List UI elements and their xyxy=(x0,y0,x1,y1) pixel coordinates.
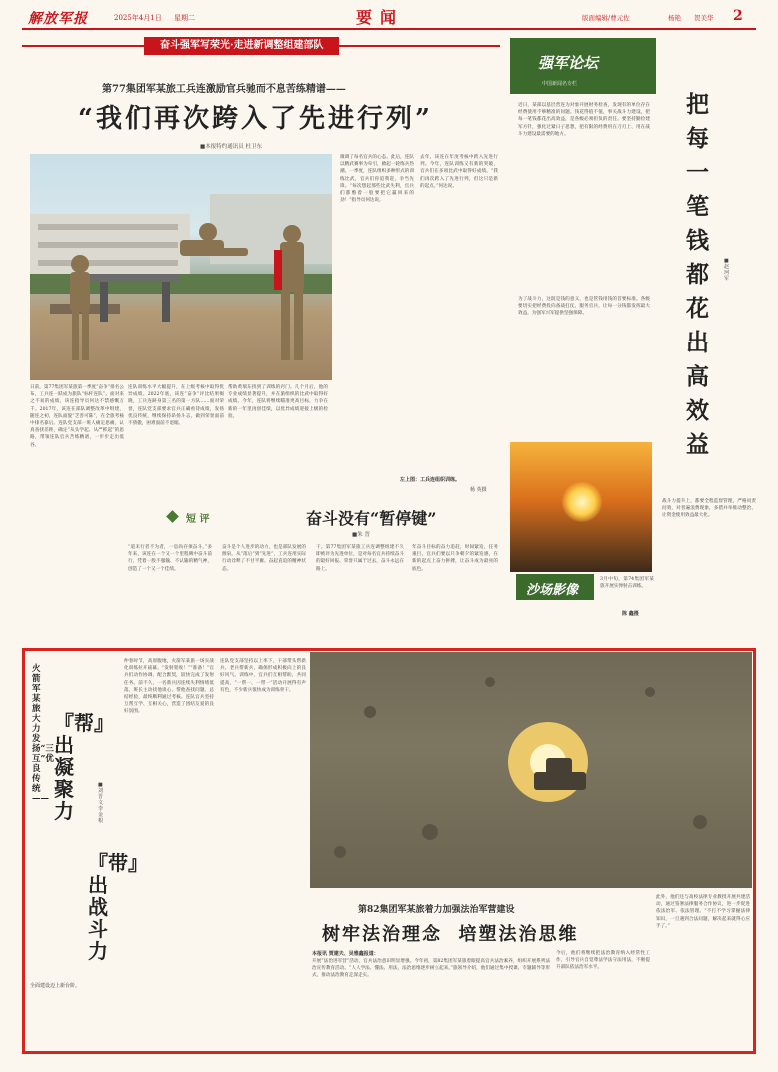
issue-weekday: 星期二 xyxy=(174,14,195,22)
forum-header xyxy=(510,38,656,94)
feature-article xyxy=(26,652,752,1050)
feature-headline-2: 『带』出战斗力 xyxy=(88,851,148,963)
comment-byline: ■朱 晋 xyxy=(352,532,370,538)
law-headline: 树牢法治理念 培塑法治思维 xyxy=(322,924,579,945)
lead-col-5: 去年，该连在年度考核中跨入先进行列。今年，连队训练又有新的突破，官兵们在多项比武中取得好成绩。“我们再次跨入了先进行列，但这只是新的起点。”何达说。 xyxy=(420,155,498,189)
feature-col-2: 连队党支部坚持以上率下，干部带头帮新兵、老兵帮新兵，确保形成积极向上的良好风气。训练中，官兵们互相帮助，共同提高，“一帮一、一带一”活动开展得有声有色，不少新兵很快成为训练骨干。 xyxy=(220,659,306,693)
training-photo xyxy=(30,154,332,380)
article-byline: ■本报特约通讯员 杜卫东 xyxy=(200,144,262,150)
sand-photo xyxy=(510,442,652,572)
banner-title: 奋斗强军写荣光·走进新调整组建部队 xyxy=(144,37,339,55)
comment-title: 奋斗没有“暂停键” xyxy=(306,509,437,528)
forum-subtitle: 中国新闻名专栏 xyxy=(542,81,578,87)
feature-bottom-note: 全面建设迈上新台阶。 xyxy=(30,983,81,989)
forum-tail: 战斗力提升上，都要全程监督管理，严格问责问效，对普遍浪费现象，多措并举推动整治，让资金使用效益最大化。 xyxy=(662,499,756,519)
top-banner xyxy=(22,35,500,57)
sand-caption: 3月中旬，第74集团军某旅开展实弹射击训练。 xyxy=(600,577,654,590)
editor-info: 版面编辑/曹元佐 xyxy=(582,14,630,22)
short-comment xyxy=(128,498,500,648)
tank-photo xyxy=(310,652,752,888)
lead-col-4: 微调了每名官兵的心态。此后，连队以精武赛事为牵引，掀起一轮练兵热潮。一季度，连队组织多种形式的训练比武，官兵们你追我赶，争当先锋。“每次想起那些比武失利，官兵们都憋着一股要把它赢回来的劲！”指导员何达说。 xyxy=(340,155,414,204)
law-body: 开展“法治进军营”活动，官兵法治意识明显增强。今年初，第82集团军某旅着眼提高官兵法治素养，组织开展系列法治宣传教育活动。“人人学法、懂法、用法，法治思维逐步树立起来。”旅领导介绍，他们通过集中授课、专题辅导等形式，推动法治教育走深走实。 xyxy=(312,959,550,979)
comment-col-1: “道未行者不为者，一息尚存须奋斗。”多年来，该连在一个又一个里程碑中奋斗前行，凭着一股不服输、不认输的精气神，创造了一个又一个佳绩。 xyxy=(128,545,212,572)
soldiers-illustration xyxy=(30,154,332,380)
feature-col-1: 仲春时节，高原腹地，火箭军某旅一场实战化训练拉开战幕。“发射架收！”“准备！”官兵们动作协调、配合默契，较快完成了发射任务。前不久，一名新兵因连续失利情绪低落，班长主动找他谈心，帮他查找问题、总结经验，最终顺利通过考核。连队官兵坚持互帮互学、互相关心，营造了团结友爱的良好氛围。 xyxy=(124,659,214,715)
comment-col-3: 干。第77集团军某旅工兵连调整组建不久即被评为先进单位，是对每名官兵持续奋斗的最好回报。荣誉只属于过去，奋斗永远在路上。 xyxy=(316,545,404,572)
forum-headline: 把每一笔钱都花出高效益 xyxy=(686,91,709,458)
law-body-2: 今后，他们将继续把法治教育纳入经常性工作，引导官兵自觉尊法学法守法用法，不断提升部队依法治军水平。 xyxy=(556,951,650,971)
forum-body: 近日，某部以基层营连为对象开展财务检查，发现有的单位存在经费使用不够精准的问题。钱花得值不值，事关战斗力建设。把每一笔钱都花出高效益，是各级必须担负的责任。要坚持勤俭建军方针，强化过紧日子思想，把有限的经费用在刀刃上、用在战斗力建设最需要的地方。 xyxy=(518,103,650,137)
sand-photo-box xyxy=(510,442,652,632)
forum-column xyxy=(510,38,756,638)
lead-col-3: 帮助黄瑞东找到了训练的窍门。几个月后，他的专业成绩显著提升，并在旅组织的比武中取得好成绩。今年，连队将继续瞄准更高目标，力争在新的一年里再创佳绩，以优异成绩迎接上级的检验。 xyxy=(228,385,328,419)
masthead-rule xyxy=(22,28,756,30)
feature-side-label: 火箭军某旅大力发扬“三互”优良传统—— xyxy=(32,664,54,804)
editor-name-1: 杨艳 xyxy=(668,14,681,22)
feature-col-3: 此外，他们还与高校法律专业教授开展共建活动，通过签署法律服务合作协议，进一步促进依法治军、依法管理。“不打不学习掌握法律知识，一旦遇到合法问题，解决起来就得心应手了。” xyxy=(656,895,750,929)
tank-illustration xyxy=(310,652,752,888)
flame-icon xyxy=(562,482,602,522)
issue-date: 2025年4月1日 xyxy=(114,14,162,22)
masthead xyxy=(0,0,778,34)
sand-brand xyxy=(516,574,594,600)
page-number: 2 xyxy=(733,8,743,24)
forum-brand: 强军论坛 xyxy=(538,54,599,72)
law-byline: 本报讯 贾建夫、吴雅鑫报道： xyxy=(312,951,379,957)
feature-headline-1: 『帮』出凝聚力 xyxy=(54,711,114,823)
comment-col-4: 年奋斗目标的奋力追赶，时间紧迫，任务艰巨。官兵们要以只争朝夕的紧迫感，在新的起点上奋力拼搏，让奋斗成为最亮的底色。 xyxy=(412,545,498,572)
sand-brand-text: 沙场影像 xyxy=(526,583,579,598)
section-title: 要闻 xyxy=(356,8,405,27)
article-kicker: 第77集团军某旅工兵连激励官兵驰而不息苦练精谱—— xyxy=(102,84,346,95)
comment-col-2: 奋斗是个人进步的动力，也是部队发展的源泉。从“落后”到“先进”，工兵连用实际行动诠释了不甘平庸、奋起直追的精神状态。 xyxy=(222,545,306,572)
comment-label-text: 短 评 xyxy=(186,514,210,525)
newspaper-logo: 解放军报 xyxy=(28,11,88,27)
lead-col-2: 连队训练水平大幅提升，在上级考核中取得优异成绩。2022年底，该连“奋争”评比结果揭晓，工兵连跻身第三名的第一方队……面对荣誉，连队党支部要求官兵正确看待成绩，发扬优良传统，继续保持昂扬斗志，做到荣誉面前不骄傲，困难面前不退缩。 xyxy=(128,385,224,427)
sand-author: 陈 鑫摄 xyxy=(622,611,639,617)
comment-label xyxy=(168,508,248,526)
article-headline: “我们再次跨入了先进行列” xyxy=(78,104,433,134)
lead-col-1: 日前，第77集团军某旅第一季度“奋争”排名公布，工兵连一跃成为旅队“标杆连队”。面对来之不易的成绩，该连指导员何达不禁感慨万千。2017年，该连在部队调整改革中组建，随连之初，连队面貌“乏善可陈”，在全旅考核中排名靠后。连队党支部一班人痛定思痛，认真查找差距，确定“从头学起、从严抓起”的思路，带领连队官兵苦练精谱，一步步走出低谷。 xyxy=(30,385,124,448)
law-kicker: 第82集团军某旅着力加强法治军营建设 xyxy=(358,905,515,915)
diamond-icon xyxy=(166,510,179,523)
lead-article xyxy=(22,62,500,492)
photographer-credit: 杨 英摄 xyxy=(470,487,487,493)
editor-name-2: 贺美华 xyxy=(694,14,714,22)
feature-byline: ■刘晋文 李金根 xyxy=(98,782,104,824)
forum-author: ■赵珂军 xyxy=(724,258,730,282)
forum-body-2: 为了战斗力，这既是钱的意义，也是管钱用钱的首要标准。各级要切实把经费投向备战打仗、服务官兵，让每一分钱都发挥最大效益，为强军兴军提供坚强保障。 xyxy=(518,297,650,317)
photo-caption: 左上图：工兵连组织训练。 xyxy=(400,477,461,483)
